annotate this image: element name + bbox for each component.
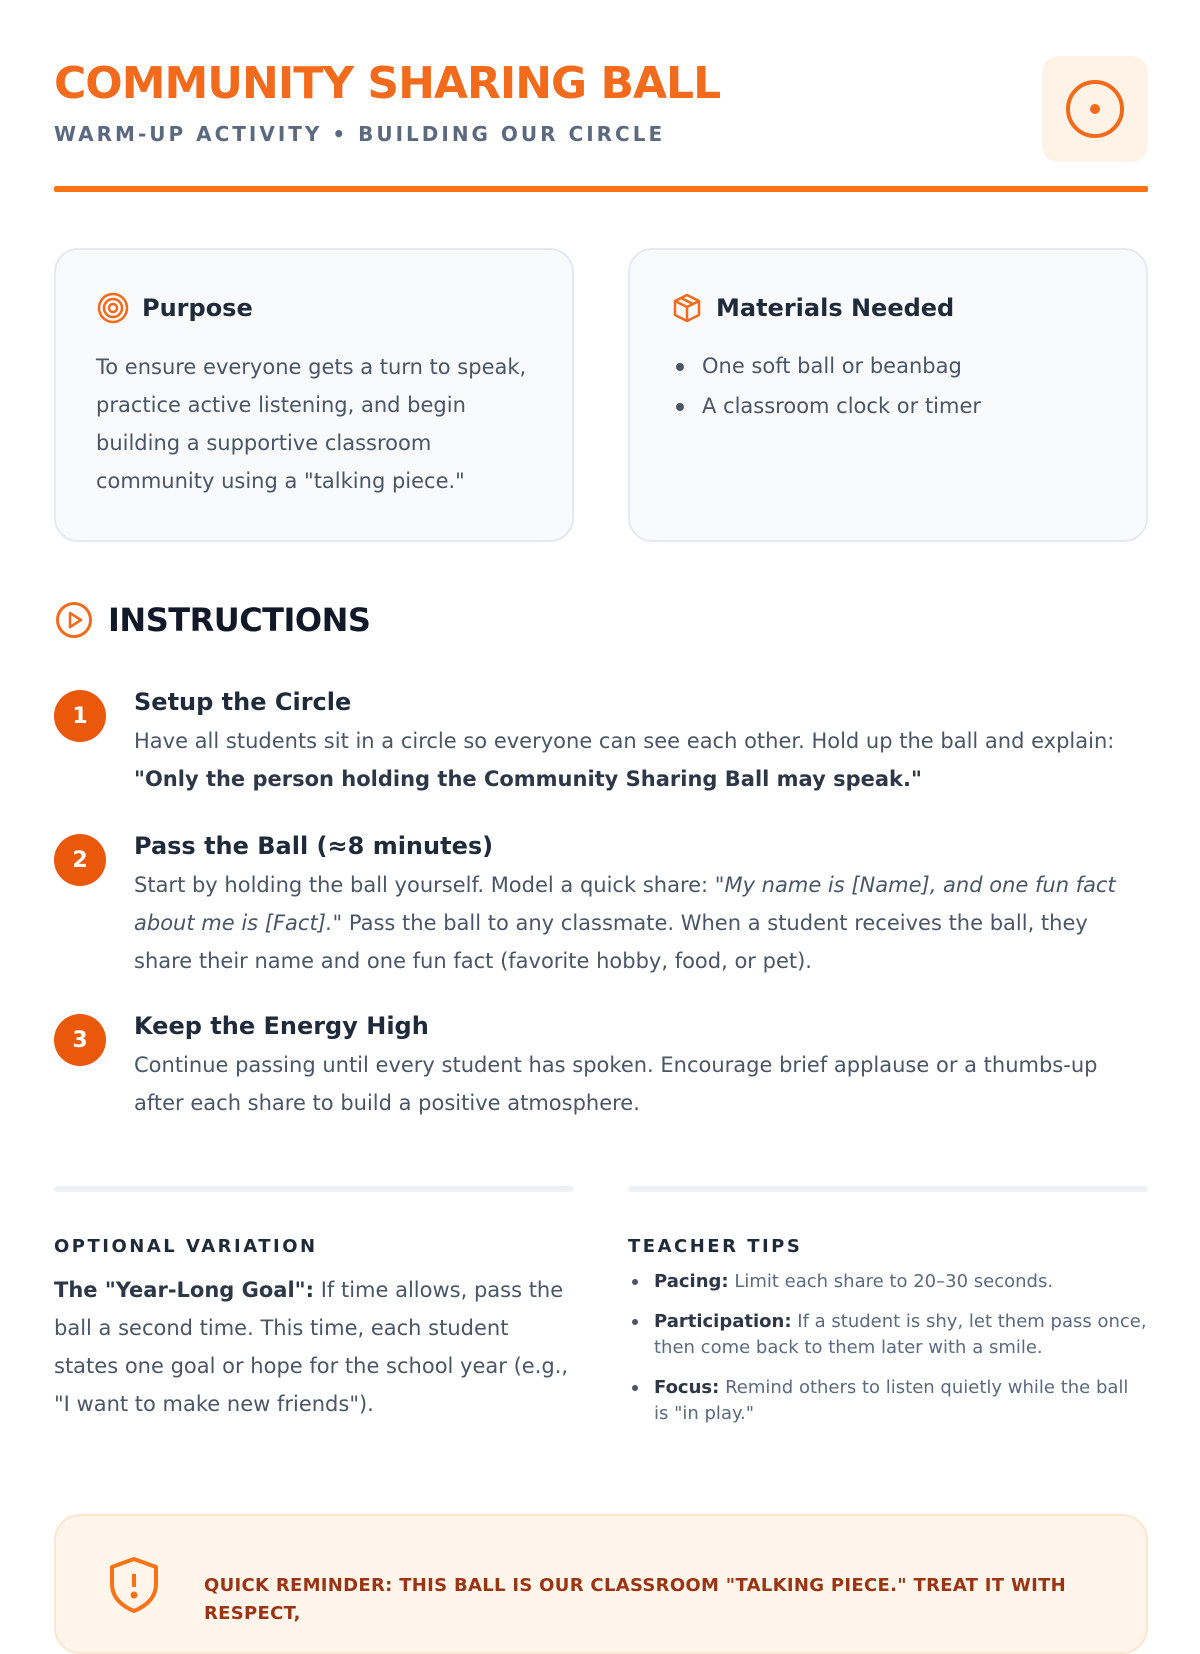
step-number: 3 [54, 1014, 106, 1066]
materials-list [670, 346, 1106, 426]
tips-list [628, 1269, 1148, 1427]
header [54, 56, 1148, 192]
tip-label: Pacing: [654, 1271, 729, 1292]
step-text-body: Start by holding the ball yourself. Model a quick share: [134, 873, 709, 897]
shield-alert-icon [104, 1554, 164, 1614]
step-text [134, 722, 1148, 798]
header-divider [54, 186, 1148, 192]
step-text: Continue passing until every student has spoken. Encourage brief applause or a thumbs-up after each share to build a positive atmosphere. [134, 1053, 1098, 1115]
materials-card [628, 248, 1148, 542]
tip-label: Participation: [654, 1311, 792, 1332]
variation-title: OPTIONAL VARIATION [54, 1236, 318, 1257]
list-item: One soft ball or beanbag [670, 346, 1106, 386]
step-title: Keep the Energy High [134, 1012, 429, 1040]
tip-text: Remind others to listen quietly while the ball is "in play." [654, 1377, 1129, 1424]
variation-body: If time allows, pass the ball a second time. This time, each student states one goal or hope for the school year (e.g., "I want to make new friends"). [54, 1278, 569, 1416]
target-circle-icon [1064, 78, 1126, 140]
section-divider [54, 1186, 574, 1192]
variation-label: The "Year-Long Goal": [54, 1278, 315, 1302]
step-title: Setup the Circle [134, 688, 352, 716]
variation-text [54, 1271, 574, 1423]
step-title: Pass the Ball (≈8 minutes) [134, 832, 494, 860]
list-item [628, 1269, 1148, 1295]
reminder-text: QUICK REMINDER: THIS BALL IS OUR CLASSROOM "TALKING PIECE." TREAT IT WITH RESPECT, [204, 1575, 1067, 1624]
step-text-body: Have all students sit in a circle so everyone can see each other. Hold up the ball and explain: [134, 729, 1115, 753]
step-text-body: Pass the ball to any classmate. When a student receives the ball, they share their name and one fun fact (favorite hobby, food, or pet). [134, 911, 1088, 973]
page-title: COMMUNITY SHARING BALL [54, 58, 721, 109]
list-item [628, 1375, 1148, 1427]
tip-text: If a student is shy, let them pass once, then come back to them later with a smile. [654, 1311, 1147, 1358]
step-text [134, 866, 1148, 980]
step-text-model-quote: "My name is [Name], and one fun fact about me is [Fact]." [134, 873, 1116, 935]
materials-title: Materials Needed [716, 294, 955, 322]
purpose-text: To ensure everyone gets a turn to speak, practice active listening, and begin building a supportive classroom community using a "talking piece." [96, 355, 527, 493]
step-text-quote: "Only the person holding the Community Sharing Ball may speak." [134, 767, 922, 791]
instructions-heading [54, 598, 370, 642]
activity-sheet [54, 0, 1148, 1624]
page-subtitle: WARM-UP ACTIVITY • BUILDING OUR CIRCLE [54, 122, 666, 146]
tips-section [628, 1186, 1148, 1441]
step-number: 2 [54, 834, 106, 886]
purpose-card [54, 248, 574, 542]
variation-section [54, 1186, 574, 1423]
purpose-title: Purpose [142, 294, 253, 322]
package-icon [670, 291, 704, 325]
list-item: A classroom clock or timer [670, 386, 1106, 426]
logo-badge [1042, 56, 1148, 162]
section-divider [628, 1186, 1148, 1192]
tips-title: TEACHER TIPS [628, 1236, 803, 1257]
tip-text: Limit each share to 20–30 seconds. [734, 1271, 1054, 1292]
play-circle-icon [54, 600, 94, 640]
instructions-title: INSTRUCTIONS [108, 601, 371, 639]
target-icon [96, 291, 130, 325]
reminder-banner [54, 1514, 1148, 1654]
tip-label: Focus: [654, 1377, 720, 1398]
step-number: 1 [54, 690, 106, 742]
list-item [628, 1309, 1148, 1361]
